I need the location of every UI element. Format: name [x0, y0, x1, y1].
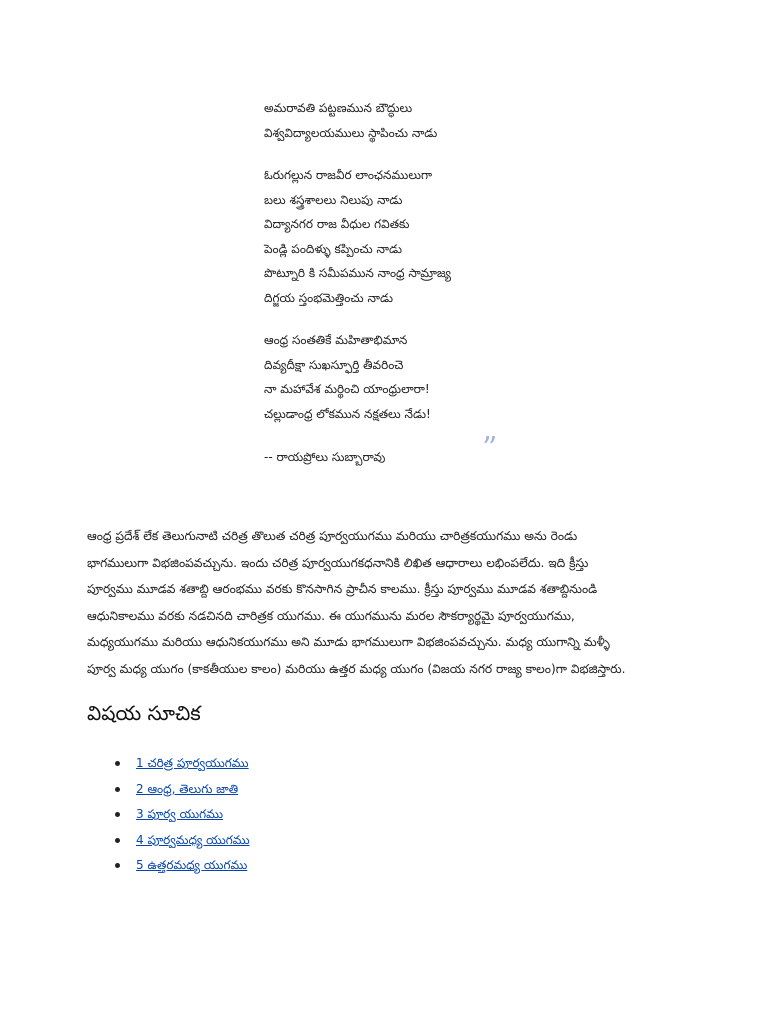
toc-link-1[interactable]: 1 చరిత్ర పూర్వయుగము [136, 756, 249, 770]
toc-heading: విషయ సూచిక [87, 701, 201, 725]
poem-line: ఆంధ్ర సంతతికే మహితాభిమాన [264, 333, 408, 347]
poem-line: దివ్యదీక్షా సుఖస్ఫూర్తి తీవరించె [264, 357, 404, 372]
poem-line: పొట్నూరి కి సమీపమున నాంధ్ర సామ్రాజ్య [264, 266, 451, 280]
poem-line: అమరావతి పట్టణమున బౌద్ధులు [264, 101, 413, 115]
poem-stanza-2 [264, 163, 564, 310]
toc-item [113, 751, 250, 777]
intro-line: ఆధునికాలము వరకు నడచినది చారిత్రక యుగము. ఈ యుగమును మరల సౌకర్యార్థమై పూర్వయుగము, [87, 608, 575, 623]
toc-link-5[interactable]: 5 ఉత్తరమధ్య యుగము [136, 858, 248, 872]
poem-line: విశ్వవిద్యాలయములు స్థాపించు నాడు [264, 125, 438, 140]
poem-line: దిగ్జయ స్తంభమెత్తించు నాడు [264, 290, 393, 305]
bullet-icon [115, 761, 120, 766]
toc-link-3[interactable]: 3 పూర్వ యుగము [136, 807, 224, 821]
bullet-icon [115, 838, 120, 843]
poem-line: ఓరుగల్లున రాజవీర లాంఛనములుగా [264, 168, 433, 182]
poem-line: నా మహావేశ మర్థించి యాంధ్రులారా! [264, 382, 430, 396]
toc-link-2[interactable]: 2 ఆంధ్ర, తెలుగు జాతి [136, 781, 239, 796]
toc-item [113, 777, 250, 803]
poem-stanza-3 [264, 328, 564, 426]
toc-link-4[interactable]: 4 పూర్వమధ్య యుగము [136, 832, 250, 847]
poem-attribution-row [264, 431, 564, 470]
poem-line: బలు శస్త్రశాలలు నిలుపు నాడు [264, 192, 403, 207]
intro-line: ఆంధ్ర ప్రదేశ్ లేక తెలుగునాటి చరిత్ర తొలుత చరిత్ర పూర్వయుగము మరియు చారిత్రకయుగము అను రెండు [87, 529, 578, 543]
bullet-icon [115, 812, 120, 817]
poem-stanza-1 [264, 96, 564, 145]
intro-line: పూర్వ మధ్య యుగం (కాకతీయుల కాలం) మరియు ఉత్తర మధ్య యుగం (విజయ నగర రాజ్య కాలం)గా విభజిస్తారు. [87, 661, 626, 676]
intro-paragraph [87, 523, 687, 682]
poem-line: చల్లుడాంధ్ర లోకమున నక్షతలు నేడు! [264, 406, 431, 421]
toc-item [113, 853, 250, 879]
poem-block [264, 96, 564, 470]
poem-line: విద్యానగర రాజ వీధుల గవితకు [264, 217, 410, 231]
closing-quote-icon: ” [482, 431, 498, 466]
toc-item [113, 802, 250, 828]
bullet-icon [115, 863, 120, 868]
bullet-icon [115, 787, 120, 792]
poem-attribution: -- రాయప్రోలు సుబ్బారావు [264, 450, 386, 464]
toc-item [113, 828, 250, 854]
intro-line: పూర్వము మూడవ శతాబ్ది ఆరంభము వరకు కొనసాగిన ప్రాచీన కాలము. క్రీస్తు పూర్వము మూడవ శతాబ్దినుండి [87, 582, 598, 596]
intro-line: మధ్యయుగము మరియు ఆధునికయుగము అని మూడు భాగములుగా విభజింపవచ్చును. మధ్య యుగాన్ని మళ్ళీ [87, 635, 610, 649]
toc-list [113, 751, 250, 879]
poem-line: పెండ్లి పందిళ్ళు కప్పించు నాడు [264, 241, 403, 256]
intro-line: భాగములుగా విభజింపవచ్చును. ఇందు చరిత్ర పూర్వయుగకధనానికి లిఖిత ఆధారాలు లభింపలేదు. ఇది క్రీస్తు [87, 555, 589, 570]
